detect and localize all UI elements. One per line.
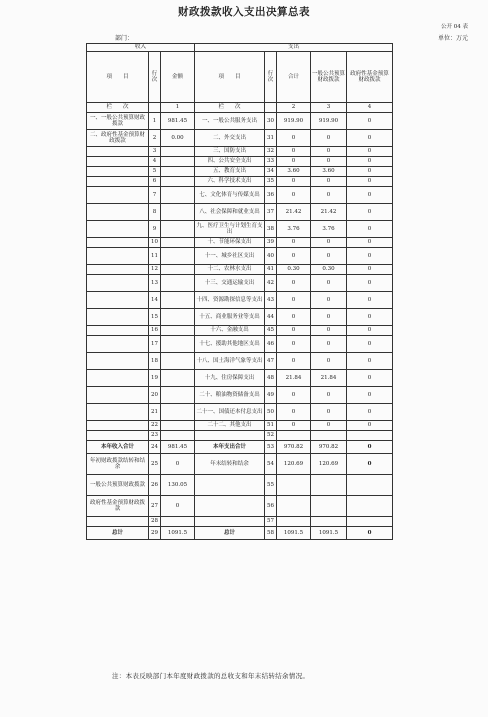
expense-general-cell: 0: [311, 309, 347, 326]
income-amount: [161, 147, 195, 157]
table-row: [87, 130, 393, 147]
expense-total-cell: 0: [277, 353, 311, 370]
col-1: 1: [161, 103, 195, 113]
income-amount: [161, 221, 195, 238]
expense-row-no: 49: [265, 387, 277, 404]
expense-item: 十四、资源勘探信息等支出: [195, 292, 265, 309]
expense-item: 六、科学技术支出: [195, 177, 265, 187]
income-item: [87, 387, 149, 404]
expense-total-cell: 0: [277, 147, 311, 157]
expense-total-cell: 21.84: [277, 370, 311, 387]
total-header: 合计: [277, 52, 311, 103]
table-row: [87, 431, 393, 441]
expense-row-no: 45: [265, 326, 277, 336]
table-row: [87, 238, 393, 248]
carry-over-amount: 0: [161, 454, 195, 475]
income-amount: [161, 167, 195, 177]
grand-total-income-no: 29: [149, 527, 161, 540]
expense-total-cell: 0: [277, 387, 311, 404]
expense-general-cell: 3.76: [311, 221, 347, 238]
income-item: [87, 187, 149, 204]
expense-header: 支出: [195, 44, 393, 52]
expense-total-label: 本年支出合计: [195, 441, 265, 454]
grand-total-expense-no: 58: [265, 527, 277, 540]
table-row: [87, 167, 393, 177]
expense-item: 四、公共安全支出: [195, 157, 265, 167]
expense-fund-cell: 0: [347, 370, 393, 387]
expense-total-cell: 0: [277, 292, 311, 309]
income-amount: [161, 387, 195, 404]
expense-row-no: 33: [265, 157, 277, 167]
table-row: [87, 147, 393, 157]
expense-total-cell: 919.90: [277, 113, 311, 130]
income-amount: [161, 353, 195, 370]
income-item: 二、政府性基金预算财政拨款: [87, 130, 149, 147]
income-item: 一、一般公共预算财政拨款: [87, 113, 149, 130]
footnote: 注：本表反映部门本年度财政拨款的总收支和年末结转结余情况。: [112, 672, 310, 680]
expense-fund-cell: 0: [347, 421, 393, 431]
expense-item: 二十一、国债还本付息支出: [195, 404, 265, 421]
expense-general-cell: 0: [311, 404, 347, 421]
expense-total-cell: 0: [277, 336, 311, 353]
expense-fund-cell: 0: [347, 248, 393, 265]
table-row: [87, 113, 393, 130]
expense-total-cell: 0: [277, 238, 311, 248]
expense-fund-cell: 0: [347, 326, 393, 336]
expense-general-cell: [311, 431, 347, 441]
row-28-no: 28: [149, 517, 161, 527]
expense-general-cell: 0: [311, 353, 347, 370]
expense-row-no: 51: [265, 421, 277, 431]
table-row: [87, 221, 393, 238]
expense-total: 970.82: [277, 441, 311, 454]
expense-total-cell: 21.42: [277, 204, 311, 221]
table-row: [87, 387, 393, 404]
carry-over-label: 年初财政拨款结转和结余: [87, 454, 149, 475]
expense-general-cell: 0: [311, 275, 347, 292]
income-row-no: 21: [149, 404, 161, 421]
grand-total-general: 1091.5: [311, 527, 347, 540]
table-row: [87, 309, 393, 326]
income-amount: [161, 309, 195, 326]
lanci-label-expense: 栏 次: [195, 103, 265, 113]
table-row: [87, 370, 393, 387]
income-item-header: 项 目: [87, 52, 149, 103]
table-row: [87, 265, 393, 275]
income-row-no: 8: [149, 204, 161, 221]
income-row-no: 15: [149, 309, 161, 326]
income-row-no: 22: [149, 421, 161, 431]
income-item: [87, 265, 149, 275]
expense-item: 十六、金融支出: [195, 326, 265, 336]
expense-total-cell: 0: [277, 187, 311, 204]
income-item: [87, 421, 149, 431]
income-amount: [161, 336, 195, 353]
expense-row-no: 47: [265, 353, 277, 370]
carry-over-no: 25: [149, 454, 161, 475]
income-item: [87, 292, 149, 309]
fund-carry-label: 政府性基金预算财政拨款: [87, 496, 149, 517]
year-end-general: 120.69: [311, 454, 347, 475]
expense-item: 十七、援助其他地区支出: [195, 336, 265, 353]
expense-total-cell: 0: [277, 248, 311, 265]
income-row-no: 11: [149, 248, 161, 265]
expense-rowno-header: 行次: [265, 52, 277, 103]
expense-fund-cell: 0: [347, 238, 393, 248]
income-row-no: 16: [149, 326, 161, 336]
expense-general-cell: 0: [311, 157, 347, 167]
expense-fund-cell: 0: [347, 147, 393, 157]
income-amount-header: 金额: [161, 52, 195, 103]
income-row-no: 1: [149, 113, 161, 130]
fund-carry-no: 27: [149, 496, 161, 517]
expense-general-cell: 0: [311, 238, 347, 248]
income-amount: [161, 265, 195, 275]
general-carry-amount: 130.05: [161, 475, 195, 496]
expense-general-cell: 919.90: [311, 113, 347, 130]
expense-fund-cell: 0: [347, 309, 393, 326]
expense-total-cell: 0: [277, 130, 311, 147]
report-title: 财政拨款收入支出决算总表: [178, 6, 310, 18]
expense-item: 三、国防支出: [195, 147, 265, 157]
income-row-no: 6: [149, 177, 161, 187]
income-amount: [161, 404, 195, 421]
grand-total-expense-label: 总计: [195, 527, 265, 540]
income-row-no: 20: [149, 387, 161, 404]
income-item: [87, 248, 149, 265]
expense-general-cell: 3.60: [311, 167, 347, 177]
form-number: 公开 04 表: [441, 24, 468, 30]
expense-fund-cell: 0: [347, 336, 393, 353]
expense-row-no: 35: [265, 177, 277, 187]
expense-total-cell: 0: [277, 157, 311, 167]
income-total-amount: 981.45: [161, 441, 195, 454]
income-item: [87, 167, 149, 177]
income-item: [87, 336, 149, 353]
expense-total-cell: 0: [277, 275, 311, 292]
expense-total-cell: 0: [277, 326, 311, 336]
expense-item: 七、文化体育与传媒支出: [195, 187, 265, 204]
income-header: 收入: [87, 44, 195, 52]
expense-general-cell: 0: [311, 421, 347, 431]
expense-row-no: 40: [265, 248, 277, 265]
income-row-no: 23: [149, 431, 161, 441]
expense-row-no: 34: [265, 167, 277, 177]
expense-row-no: 31: [265, 130, 277, 147]
income-amount: 981.45: [161, 113, 195, 130]
table-row: [87, 248, 393, 265]
general-budget-header: 一般公共预算财政拨款: [311, 52, 347, 103]
grand-total: 1091.5: [277, 527, 311, 540]
income-item: [87, 431, 149, 441]
expense-row-no: 50: [265, 404, 277, 421]
expense-item: 一、一般公共服务支出: [195, 113, 265, 130]
table-row: [87, 421, 393, 431]
income-amount: [161, 157, 195, 167]
expense-row-no: 46: [265, 336, 277, 353]
expense-fund-cell: [347, 431, 393, 441]
expense-row-no: 36: [265, 187, 277, 204]
expense-general-cell: 21.42: [311, 204, 347, 221]
expense-fund-cell: 0: [347, 130, 393, 147]
expense-row-no: 38: [265, 221, 277, 238]
expense-total-cell: [277, 431, 311, 441]
expense-general-cell: 0: [311, 336, 347, 353]
income-item: [87, 147, 149, 157]
col-4: 4: [347, 103, 393, 113]
expense-fund-cell: 0: [347, 353, 393, 370]
income-amount: [161, 326, 195, 336]
expense-total-general: 970.82: [311, 441, 347, 454]
income-item: [87, 309, 149, 326]
table-row: [87, 326, 393, 336]
expense-total-fund: 0: [347, 441, 393, 454]
expense-general-cell: 0: [311, 130, 347, 147]
income-row-no: 2: [149, 130, 161, 147]
income-amount: [161, 292, 195, 309]
expense-item: 十、节能环保支出: [195, 238, 265, 248]
table-row: [87, 353, 393, 370]
expense-item: [195, 431, 265, 441]
gov-fund-header: 政府性基金预算财政拨款: [347, 52, 393, 103]
income-amount: [161, 187, 195, 204]
expense-item: 二十、粮油物资储备支出: [195, 387, 265, 404]
expense-item: 二、外交支出: [195, 130, 265, 147]
expense-fund-cell: 0: [347, 221, 393, 238]
income-row-no: 9: [149, 221, 161, 238]
income-row-no: 18: [149, 353, 161, 370]
income-item: [87, 221, 149, 238]
expense-item: 十一、城乡社区支出: [195, 248, 265, 265]
expense-fund-cell: 0: [347, 204, 393, 221]
income-amount: [161, 370, 195, 387]
income-item: [87, 275, 149, 292]
expense-item: 十三、交通运输支出: [195, 275, 265, 292]
grand-total-income-label: 总计: [87, 527, 149, 540]
year-end-fund: 0: [347, 454, 393, 475]
expense-general-cell: 0: [311, 147, 347, 157]
income-amount: [161, 275, 195, 292]
income-row-no: 7: [149, 187, 161, 204]
income-item: [87, 404, 149, 421]
expense-item: 二十二、其他支出: [195, 421, 265, 431]
expense-item-header: 项 目: [195, 52, 265, 103]
year-end-no: 54: [265, 454, 277, 475]
grand-total-fund: 0: [347, 527, 393, 540]
income-item: [87, 238, 149, 248]
expense-general-cell: 0: [311, 248, 347, 265]
expense-general-cell: 0: [311, 177, 347, 187]
expense-row-no: 43: [265, 292, 277, 309]
expense-total-cell: 0.30: [277, 265, 311, 275]
expense-total-cell: 3.76: [277, 221, 311, 238]
income-row-no: 5: [149, 167, 161, 177]
expense-total-cell: 0: [277, 404, 311, 421]
table-row: [87, 275, 393, 292]
col-2: 2: [277, 103, 311, 113]
expense-fund-cell: 0: [347, 404, 393, 421]
expense-row-no: 52: [265, 431, 277, 441]
income-total-no: 24: [149, 441, 161, 454]
expense-item: 九、医疗卫生与计划生育支出: [195, 221, 265, 238]
income-rowno-header: 行次: [149, 52, 161, 103]
unit-label: 单位：万元: [437, 35, 468, 42]
expense-row-no: 41: [265, 265, 277, 275]
income-amount: 0.00: [161, 130, 195, 147]
lanci-label-income: 栏 次: [87, 103, 149, 113]
col-3: 3: [311, 103, 347, 113]
row-56-no: 56: [265, 496, 277, 517]
expense-fund-cell: 0: [347, 292, 393, 309]
expense-general-cell: 0.30: [311, 265, 347, 275]
expense-item: 八、社会保障和就业支出: [195, 204, 265, 221]
income-item: [87, 177, 149, 187]
income-amount: [161, 421, 195, 431]
table-row: [87, 204, 393, 221]
expense-row-no: 30: [265, 113, 277, 130]
row-57-no: 57: [265, 517, 277, 527]
year-end-total: 120.69: [277, 454, 311, 475]
income-row-no: 19: [149, 370, 161, 387]
income-item: [87, 353, 149, 370]
expense-row-no: 44: [265, 309, 277, 326]
budget-table: [86, 43, 393, 540]
income-item: [87, 204, 149, 221]
income-row-no: 14: [149, 292, 161, 309]
expense-row-no: 37: [265, 204, 277, 221]
income-total-label: 本年收入合计: [87, 441, 149, 454]
income-row-no: 12: [149, 265, 161, 275]
income-row-no: 4: [149, 157, 161, 167]
income-item: [87, 157, 149, 167]
expense-fund-cell: 0: [347, 265, 393, 275]
table-row: [87, 292, 393, 309]
income-amount: [161, 431, 195, 441]
income-item: [87, 326, 149, 336]
expense-row-no: 39: [265, 238, 277, 248]
expense-general-cell: 0: [311, 187, 347, 204]
income-row-no: 3: [149, 147, 161, 157]
expense-item: 十八、国土海洋气象等支出: [195, 353, 265, 370]
expense-total-cell: 0: [277, 309, 311, 326]
income-row-no: 13: [149, 275, 161, 292]
income-item: [87, 370, 149, 387]
year-end-label: 年末结转和结余: [195, 454, 265, 475]
expense-item: 十二、农林水支出: [195, 265, 265, 275]
income-amount: [161, 177, 195, 187]
expense-total-cell: 3.60: [277, 167, 311, 177]
fund-carry-amount: 0: [161, 496, 195, 517]
table-row: [87, 187, 393, 204]
expense-total-cell: 0: [277, 421, 311, 431]
expense-total-cell: 0: [277, 177, 311, 187]
expense-general-cell: 0: [311, 326, 347, 336]
income-amount: [161, 238, 195, 248]
row-55-no: 55: [265, 475, 277, 496]
income-amount: [161, 204, 195, 221]
department-label: 部门：: [115, 35, 134, 42]
expense-fund-cell: 0: [347, 387, 393, 404]
expense-item: 十五、商业服务业等支出: [195, 309, 265, 326]
general-carry-label: 一般公共预算财政拨款: [87, 475, 149, 496]
income-amount: [161, 248, 195, 265]
table-row: [87, 177, 393, 187]
expense-fund-cell: 0: [347, 177, 393, 187]
expense-row-no: 48: [265, 370, 277, 387]
table-row: [87, 157, 393, 167]
table-row: [87, 336, 393, 353]
income-row-no: 10: [149, 238, 161, 248]
expense-fund-cell: 0: [347, 157, 393, 167]
grand-total-income-amount: 1091.5: [161, 527, 195, 540]
expense-fund-cell: 0: [347, 113, 393, 130]
expense-total-no: 53: [265, 441, 277, 454]
expense-fund-cell: 0: [347, 275, 393, 292]
expense-item: 五、教育支出: [195, 167, 265, 177]
income-row-no: 17: [149, 336, 161, 353]
expense-fund-cell: 0: [347, 167, 393, 177]
table-row: [87, 404, 393, 421]
expense-general-cell: 21.84: [311, 370, 347, 387]
expense-row-no: 32: [265, 147, 277, 157]
general-carry-no: 26: [149, 475, 161, 496]
expense-general-cell: 0: [311, 292, 347, 309]
expense-item: 十九、住房保障支出: [195, 370, 265, 387]
expense-general-cell: 0: [311, 387, 347, 404]
expense-fund-cell: 0: [347, 187, 393, 204]
expense-row-no: 42: [265, 275, 277, 292]
